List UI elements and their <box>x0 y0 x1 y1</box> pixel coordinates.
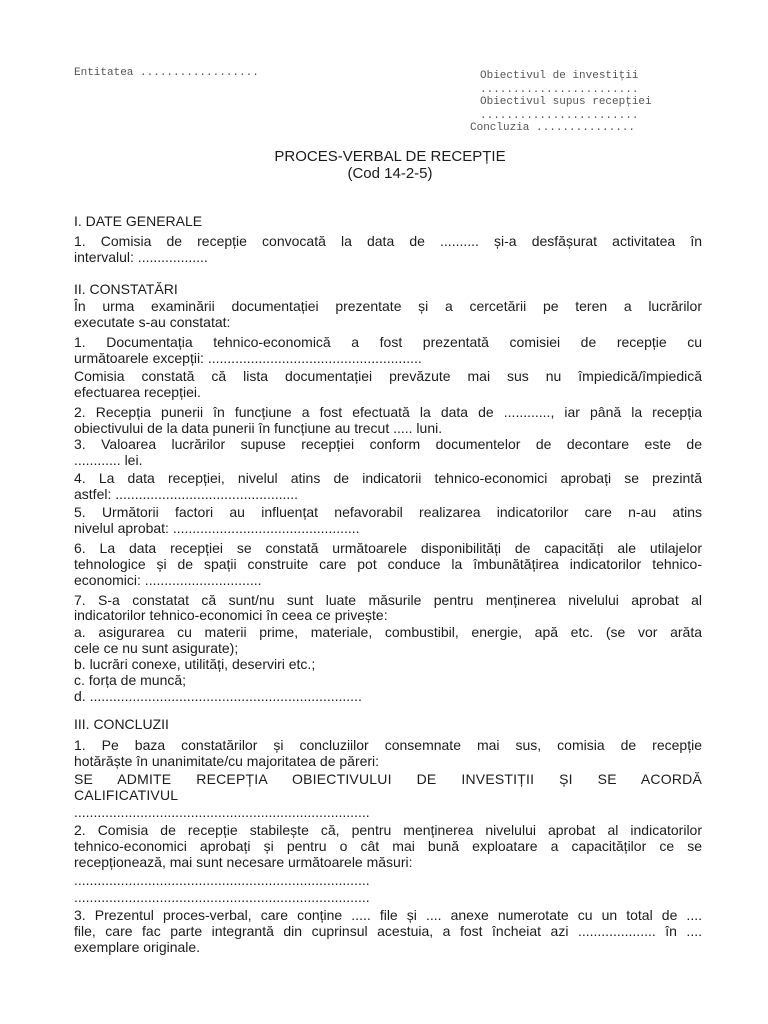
text-line: 1. Pe baza constatărilor și concluziilor consemnate mai sus, comisia de recepție <box>74 737 702 753</box>
text-line: obiectivului de la data punerii în funcțiune au trecut ..... luni. <box>74 420 443 436</box>
text-line: file, care fac parte integrantă din cuprinsul acestuia, a fost încheiat azi .................... în .... <box>74 923 702 939</box>
text-line: nivelul aprobat: ................................................ <box>74 520 360 536</box>
concluzia-field: Concluzia ............... <box>470 122 636 134</box>
section-heading: II. CONSTATĂRI <box>74 281 178 297</box>
text-line: 2. Comisia de recepție stabilește că, pentru menținerea nivelului aprobat al indicatorilor <box>74 822 702 838</box>
obiectivul-receptiei-blank: ........................ <box>480 110 639 122</box>
section-heading: III. CONCLUZII <box>74 716 169 732</box>
text-line: 3. Valoarea lucrărilor supuse recepției conform documentelor de decontare este de <box>74 436 702 452</box>
text-line: c. forța de muncă; <box>74 672 187 688</box>
text-line: astfel: ............................................... <box>74 486 299 502</box>
text-line: În urma examinării documentației prezentate și a cercetării pe teren a lucrărilor <box>74 298 702 314</box>
obiectivul-investitii-label: Obiectivul de investiții <box>480 70 639 82</box>
text-line: tehnico-economici aprobați și pentru o cât mai bună exploatare a capacităților ce se <box>74 838 702 854</box>
text-line: executate s-au constatat: <box>74 314 231 330</box>
text-line: tehnologice și de spații construite care pot conduce la îmbunătățirea indicatorilor tehnico- <box>74 556 702 572</box>
text-line: cele ce nu sunt asigurate); <box>74 640 239 656</box>
obiectivul-investitii-blank: ........................ <box>480 84 639 96</box>
text-line: recepționează, mai sunt necesare următoarele măsuri: <box>74 854 413 870</box>
text-line: 4. La data recepției, nivelul atins de indicatorii tehnico-economici aprobați se prezintă <box>74 470 702 486</box>
text-line: a. asigurarea cu materii prime, materiale, combustibil, energie, apă etc. (se vor arăta <box>74 624 702 640</box>
text-line: ............................................................................ <box>74 872 370 888</box>
text-line: hotărăște în unanimitate/cu majoritatea de păreri: <box>74 753 380 769</box>
text-line: b. lucrări conexe, utilități, deserviri etc.; <box>74 656 316 672</box>
text-line: 7. S-a constatat că sunt/nu sunt luate măsurile pentru menținerea nivelului aprobat al <box>74 592 702 608</box>
text-line: următoarele excepții: ....................................................... <box>74 350 422 366</box>
text-line: exemplare originale. <box>74 939 201 955</box>
text-line: 6. La data recepției se constată următoarele disponibilități de capacități ale utilajelor <box>74 540 702 556</box>
text-line: economici: .............................. <box>74 572 262 588</box>
text-line: indicatorilor tehnico-economici în ceea ce privește: <box>74 607 388 623</box>
text-line: 5. Următorii factori au influențat nefavorabil realizarea indicatorilor care n-au atins <box>74 504 702 520</box>
text-line: d. ...................................................................... <box>74 688 362 704</box>
text-line: SE ADMITE RECEPȚIA OBIECTIVULUI DE INVESTIȚII ȘI SE ACORDĂ <box>74 771 702 787</box>
text-line: 1. Documentația tehnico-economică a fost prezentată comisiei de recepție cu <box>74 334 702 350</box>
text-line: ............ lei. <box>74 452 143 468</box>
section-heading: I. DATE GENERALE <box>74 213 203 229</box>
document-code: (Cod 14-2-5) <box>347 165 433 182</box>
text-line: ............................................................................ <box>74 889 370 905</box>
text-line: 3. Prezentul proces-verbal, care conține ..... file și .... anexe numerotate cu un total de .... <box>74 907 702 923</box>
text-line: efectuarea recepției. <box>74 384 201 400</box>
text-line: intervalul: .................. <box>74 249 208 265</box>
document-title: PROCES-VERBAL DE RECEPȚIE <box>274 148 506 165</box>
obiectivul-receptiei-label: Obiectivul supus recepției <box>480 96 652 108</box>
text-line: CALIFICATIVUL <box>74 787 179 803</box>
entitatea-field: Entitatea .................. <box>74 67 259 79</box>
text-line: ............................................................................ <box>74 804 370 820</box>
text-line: 1. Comisia de recepție convocată la data de .......... și-a desfășurat activitatea în <box>74 233 702 249</box>
text-line: 2. Recepția punerii în funcțiune a fost efectuată la data de ............, iar până la recepția <box>74 404 702 420</box>
text-line: Comisia constată că lista documentației prevăzute mai sus nu împiedică/împiedică <box>74 368 702 384</box>
